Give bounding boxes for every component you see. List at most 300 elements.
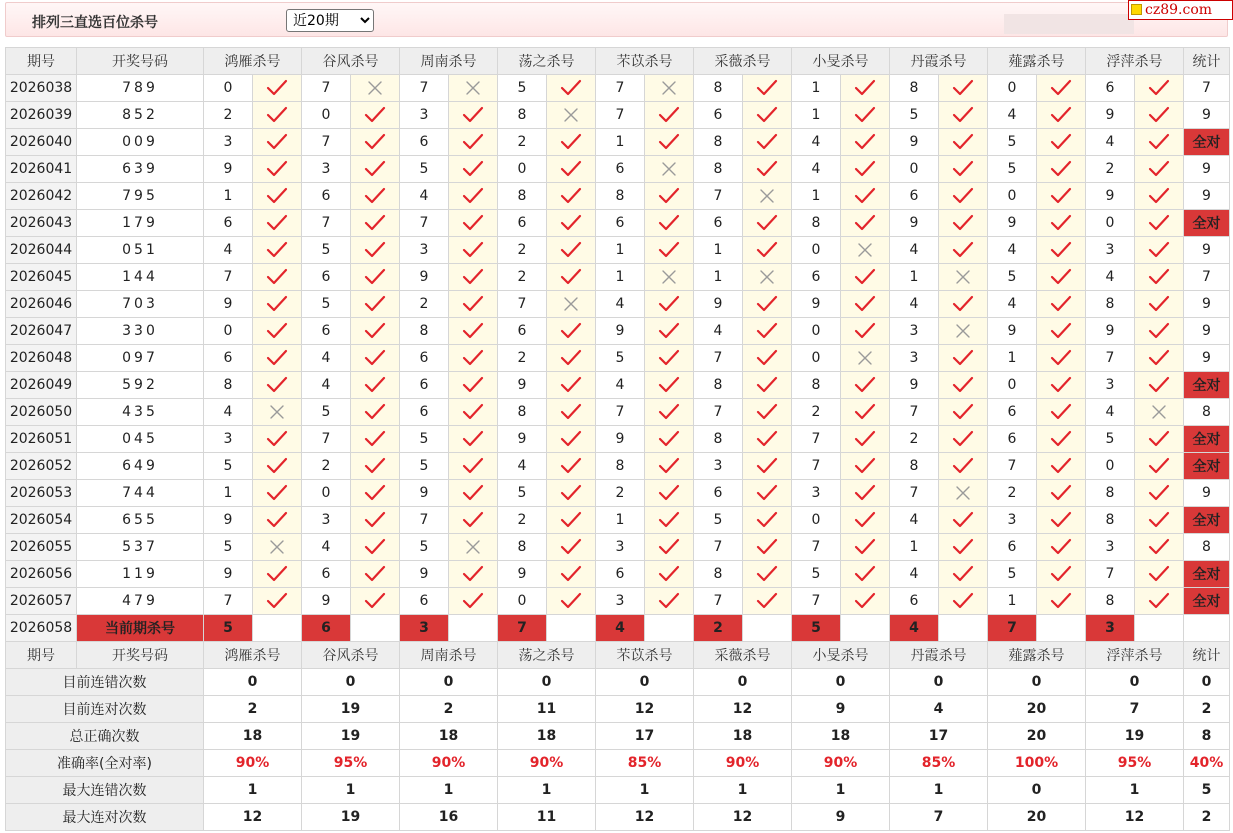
summary-value: 90% bbox=[498, 750, 596, 777]
check-icon bbox=[560, 565, 582, 583]
kill-number-cell: 9 bbox=[890, 210, 939, 237]
period-cell: 2026048 bbox=[6, 345, 77, 372]
wrong-mark-cell bbox=[351, 75, 400, 102]
stat-cell: 9 bbox=[1184, 291, 1230, 318]
summary-value: 1 bbox=[400, 777, 498, 804]
stat-cell: 9 bbox=[1184, 102, 1230, 129]
check-icon bbox=[658, 376, 680, 394]
check-icon bbox=[854, 457, 876, 475]
kill-number-cell: 5 bbox=[498, 480, 547, 507]
check-icon bbox=[364, 430, 386, 448]
check-icon bbox=[266, 457, 288, 475]
kill-number-cell: 9 bbox=[596, 318, 645, 345]
summary-value: 85% bbox=[890, 750, 988, 777]
check-icon bbox=[560, 349, 582, 367]
kill-number-cell: 4 bbox=[890, 237, 939, 264]
correct-mark-cell bbox=[1037, 75, 1086, 102]
current-kill-blank bbox=[351, 615, 400, 642]
correct-mark-cell bbox=[351, 426, 400, 453]
check-icon bbox=[462, 403, 484, 421]
check-icon bbox=[1148, 430, 1170, 448]
correct-mark-cell bbox=[939, 291, 988, 318]
check-icon bbox=[364, 376, 386, 394]
kill-number-cell: 9 bbox=[890, 129, 939, 156]
check-icon bbox=[266, 376, 288, 394]
correct-mark-cell bbox=[939, 183, 988, 210]
check-icon bbox=[952, 511, 974, 529]
kill-number-cell: 3 bbox=[400, 237, 449, 264]
check-icon bbox=[1050, 187, 1072, 205]
all-correct-badge: 全对 bbox=[1184, 210, 1230, 237]
kill-number-cell: 7 bbox=[792, 588, 841, 615]
correct-mark-cell bbox=[841, 264, 890, 291]
check-icon bbox=[462, 457, 484, 475]
check-icon bbox=[1050, 349, 1072, 367]
kill-number-cell: 1 bbox=[694, 237, 743, 264]
kill-number-cell: 8 bbox=[890, 75, 939, 102]
summary-value: 0 bbox=[302, 669, 400, 696]
correct-mark-cell bbox=[351, 264, 400, 291]
correct-mark-cell bbox=[1135, 102, 1184, 129]
correct-mark-cell bbox=[351, 318, 400, 345]
kill-number-cell: 0 bbox=[890, 156, 939, 183]
check-icon bbox=[560, 322, 582, 340]
check-icon bbox=[462, 133, 484, 151]
correct-mark-cell bbox=[743, 399, 792, 426]
correct-mark-cell bbox=[449, 588, 498, 615]
table-row bbox=[6, 534, 1230, 561]
check-icon bbox=[854, 295, 876, 313]
correct-mark-cell bbox=[1037, 480, 1086, 507]
cross-icon bbox=[562, 106, 580, 124]
kill-number-cell: 5 bbox=[204, 453, 253, 480]
correct-mark-cell bbox=[253, 507, 302, 534]
kill-number-cell: 6 bbox=[400, 129, 449, 156]
check-icon bbox=[266, 430, 288, 448]
kill-number-cell: 3 bbox=[1086, 534, 1135, 561]
table-row bbox=[6, 129, 1230, 156]
header-winning-number: 开奖号码 bbox=[77, 642, 204, 669]
kill-number-cell: 6 bbox=[596, 210, 645, 237]
period-cell: 2026052 bbox=[6, 453, 77, 480]
summary-value: 18 bbox=[204, 723, 302, 750]
kill-number-cell: 4 bbox=[988, 102, 1037, 129]
current-period-cell: 2026058 bbox=[6, 615, 77, 642]
check-icon bbox=[952, 133, 974, 151]
winning-number-cell: 639 bbox=[77, 156, 204, 183]
table-row bbox=[6, 210, 1230, 237]
check-icon bbox=[756, 403, 778, 421]
header-expert: 芣苡杀号 bbox=[596, 642, 694, 669]
correct-mark-cell bbox=[449, 264, 498, 291]
correct-mark-cell bbox=[645, 534, 694, 561]
check-icon bbox=[364, 322, 386, 340]
correct-mark-cell bbox=[939, 345, 988, 372]
kill-number-cell: 8 bbox=[694, 156, 743, 183]
header-expert: 谷风杀号 bbox=[302, 48, 400, 75]
summary-value: 18 bbox=[694, 723, 792, 750]
check-icon bbox=[658, 511, 680, 529]
correct-mark-cell bbox=[841, 102, 890, 129]
kill-number-cell: 8 bbox=[890, 453, 939, 480]
table-row bbox=[6, 156, 1230, 183]
period-cell: 2026043 bbox=[6, 210, 77, 237]
kill-number-cell: 4 bbox=[596, 372, 645, 399]
kill-number-cell: 2 bbox=[498, 129, 547, 156]
kill-number-cell: 4 bbox=[694, 318, 743, 345]
kill-number-cell: 6 bbox=[498, 318, 547, 345]
check-icon bbox=[1050, 511, 1072, 529]
summary-value: 0 bbox=[988, 669, 1086, 696]
check-icon bbox=[364, 133, 386, 151]
correct-mark-cell bbox=[1135, 183, 1184, 210]
header-expert: 小旻杀号 bbox=[792, 642, 890, 669]
kill-number-cell: 2 bbox=[498, 507, 547, 534]
correct-mark-cell bbox=[449, 156, 498, 183]
summary-row bbox=[6, 696, 1230, 723]
kill-number-cell: 4 bbox=[204, 237, 253, 264]
check-icon bbox=[1050, 403, 1072, 421]
summary-value: 0 bbox=[204, 669, 302, 696]
table-row bbox=[6, 318, 1230, 345]
check-icon bbox=[560, 268, 582, 286]
check-icon bbox=[266, 268, 288, 286]
header-expert: 小旻杀号 bbox=[792, 48, 890, 75]
summary-stat: 8 bbox=[1184, 723, 1230, 750]
kill-number-cell: 7 bbox=[302, 75, 351, 102]
correct-mark-cell bbox=[449, 453, 498, 480]
check-icon bbox=[854, 133, 876, 151]
check-icon bbox=[1050, 133, 1072, 151]
table-row bbox=[6, 291, 1230, 318]
kill-number-cell: 7 bbox=[596, 75, 645, 102]
check-icon bbox=[756, 160, 778, 178]
kill-number-cell: 6 bbox=[204, 210, 253, 237]
check-icon bbox=[364, 565, 386, 583]
correct-mark-cell bbox=[645, 237, 694, 264]
all-correct-badge: 全对 bbox=[1184, 372, 1230, 399]
kill-number-cell: 6 bbox=[694, 210, 743, 237]
kill-number-cell: 3 bbox=[694, 453, 743, 480]
site-badge-text: cz89.com bbox=[1145, 2, 1213, 18]
summary-value: 19 bbox=[302, 723, 400, 750]
correct-mark-cell bbox=[841, 426, 890, 453]
table-row bbox=[6, 75, 1230, 102]
summary-value: 2 bbox=[400, 696, 498, 723]
kill-number-cell: 6 bbox=[1086, 75, 1135, 102]
winning-number-cell: 435 bbox=[77, 399, 204, 426]
check-icon bbox=[1148, 295, 1170, 313]
summary-value: 0 bbox=[400, 669, 498, 696]
check-icon bbox=[560, 592, 582, 610]
check-icon bbox=[364, 511, 386, 529]
kill-number-cell: 5 bbox=[302, 399, 351, 426]
correct-mark-cell bbox=[645, 210, 694, 237]
summary-value: 9 bbox=[792, 804, 890, 831]
kill-number-cell: 3 bbox=[204, 426, 253, 453]
summary-value: 1 bbox=[498, 777, 596, 804]
correct-mark-cell bbox=[645, 345, 694, 372]
correct-mark-cell bbox=[1037, 237, 1086, 264]
kill-number-cell: 7 bbox=[792, 453, 841, 480]
correct-mark-cell bbox=[743, 291, 792, 318]
check-icon bbox=[854, 322, 876, 340]
kill-number-cell: 9 bbox=[400, 480, 449, 507]
header-expert: 浮萍杀号 bbox=[1086, 642, 1184, 669]
period-cell: 2026046 bbox=[6, 291, 77, 318]
stat-cell: 8 bbox=[1184, 399, 1230, 426]
check-icon bbox=[462, 187, 484, 205]
cross-icon bbox=[954, 322, 972, 340]
cross-icon bbox=[856, 349, 874, 367]
kill-number-cell: 9 bbox=[988, 210, 1037, 237]
kill-number-cell: 4 bbox=[302, 345, 351, 372]
header-period: 期号 bbox=[6, 642, 77, 669]
correct-mark-cell bbox=[547, 507, 596, 534]
correct-mark-cell bbox=[841, 480, 890, 507]
check-icon bbox=[1050, 538, 1072, 556]
cross-icon bbox=[464, 79, 482, 97]
header-expert: 采薇杀号 bbox=[694, 48, 792, 75]
correct-mark-cell bbox=[351, 561, 400, 588]
kill-number-cell: 6 bbox=[694, 480, 743, 507]
correct-mark-cell bbox=[253, 264, 302, 291]
summary-value: 12 bbox=[204, 804, 302, 831]
check-icon bbox=[1148, 79, 1170, 97]
check-icon bbox=[266, 592, 288, 610]
current-kill-blank bbox=[1037, 615, 1086, 642]
period-cell: 2026040 bbox=[6, 129, 77, 156]
kill-number-cell: 5 bbox=[302, 237, 351, 264]
winning-number-cell: 852 bbox=[77, 102, 204, 129]
kill-number-cell: 1 bbox=[204, 183, 253, 210]
summary-value: 1 bbox=[204, 777, 302, 804]
correct-mark-cell bbox=[1037, 372, 1086, 399]
correct-mark-cell bbox=[253, 345, 302, 372]
check-icon bbox=[952, 403, 974, 421]
correct-mark-cell bbox=[743, 129, 792, 156]
cross-icon bbox=[660, 160, 678, 178]
kill-number-table bbox=[5, 47, 1230, 831]
check-icon bbox=[1148, 349, 1170, 367]
summary-value: 90% bbox=[204, 750, 302, 777]
winning-number-cell: 119 bbox=[77, 561, 204, 588]
check-icon bbox=[266, 214, 288, 232]
correct-mark-cell bbox=[1037, 507, 1086, 534]
kill-number-cell: 0 bbox=[792, 507, 841, 534]
header-expert: 薤露杀号 bbox=[988, 48, 1086, 75]
correct-mark-cell bbox=[645, 291, 694, 318]
check-icon bbox=[1148, 214, 1170, 232]
check-icon bbox=[560, 214, 582, 232]
correct-mark-cell bbox=[547, 426, 596, 453]
kill-number-cell: 8 bbox=[792, 210, 841, 237]
correct-mark-cell bbox=[351, 237, 400, 264]
kill-number-cell: 5 bbox=[694, 507, 743, 534]
summary-label: 最大连错次数 bbox=[6, 777, 204, 804]
kill-number-cell: 4 bbox=[1086, 399, 1135, 426]
check-icon bbox=[266, 349, 288, 367]
current-kill-number: 4 bbox=[596, 615, 645, 642]
check-icon bbox=[854, 538, 876, 556]
summary-value: 17 bbox=[596, 723, 694, 750]
site-badge[interactable] bbox=[1128, 0, 1233, 20]
correct-mark-cell bbox=[939, 210, 988, 237]
correct-mark-cell bbox=[645, 129, 694, 156]
header-stat: 统计 bbox=[1184, 642, 1230, 669]
check-icon bbox=[854, 484, 876, 502]
all-correct-badge: 全对 bbox=[1184, 453, 1230, 480]
check-icon bbox=[364, 268, 386, 286]
cross-icon bbox=[1150, 403, 1168, 421]
correct-mark-cell bbox=[743, 588, 792, 615]
period-cell: 2026054 bbox=[6, 507, 77, 534]
wrong-mark-cell bbox=[547, 291, 596, 318]
correct-mark-cell bbox=[351, 129, 400, 156]
check-icon bbox=[952, 214, 974, 232]
check-icon bbox=[364, 538, 386, 556]
period-select[interactable] bbox=[286, 9, 374, 32]
wrong-mark-cell bbox=[743, 183, 792, 210]
current-kill-blank bbox=[841, 615, 890, 642]
kill-number-cell: 0 bbox=[498, 588, 547, 615]
correct-mark-cell bbox=[1135, 561, 1184, 588]
correct-mark-cell bbox=[939, 156, 988, 183]
correct-mark-cell bbox=[351, 534, 400, 561]
kill-number-cell: 8 bbox=[400, 318, 449, 345]
wrong-mark-cell bbox=[645, 264, 694, 291]
correct-mark-cell bbox=[547, 453, 596, 480]
kill-number-cell: 0 bbox=[988, 372, 1037, 399]
kill-number-cell: 4 bbox=[302, 534, 351, 561]
kill-number-cell: 7 bbox=[988, 453, 1037, 480]
correct-mark-cell bbox=[449, 480, 498, 507]
correct-mark-cell bbox=[1135, 318, 1184, 345]
correct-mark-cell bbox=[547, 372, 596, 399]
header-expert: 采薇杀号 bbox=[694, 642, 792, 669]
stat-cell: 9 bbox=[1184, 156, 1230, 183]
summary-label: 目前连错次数 bbox=[6, 669, 204, 696]
summary-value: 1 bbox=[1086, 777, 1184, 804]
check-icon bbox=[658, 241, 680, 259]
correct-mark-cell bbox=[939, 561, 988, 588]
check-icon bbox=[1050, 322, 1072, 340]
summary-stat: 2 bbox=[1184, 696, 1230, 723]
current-period-row bbox=[6, 615, 1230, 642]
check-icon bbox=[658, 214, 680, 232]
kill-number-cell: 4 bbox=[1086, 264, 1135, 291]
check-icon bbox=[266, 160, 288, 178]
current-kill-number: 7 bbox=[988, 615, 1037, 642]
period-cell: 2026050 bbox=[6, 399, 77, 426]
kill-number-cell: 2 bbox=[890, 426, 939, 453]
cross-icon bbox=[268, 538, 286, 556]
winning-number-cell: 703 bbox=[77, 291, 204, 318]
kill-number-cell: 1 bbox=[792, 102, 841, 129]
correct-mark-cell bbox=[547, 561, 596, 588]
wrong-mark-cell bbox=[449, 75, 498, 102]
check-icon bbox=[756, 376, 778, 394]
kill-number-cell: 2 bbox=[792, 399, 841, 426]
correct-mark-cell bbox=[1135, 453, 1184, 480]
correct-mark-cell bbox=[1037, 183, 1086, 210]
cross-icon bbox=[758, 268, 776, 286]
summary-value: 90% bbox=[694, 750, 792, 777]
kill-number-cell: 8 bbox=[694, 129, 743, 156]
summary-value: 20 bbox=[988, 723, 1086, 750]
stat-cell: 9 bbox=[1184, 318, 1230, 345]
summary-value: 0 bbox=[694, 669, 792, 696]
correct-mark-cell bbox=[1135, 588, 1184, 615]
kill-number-cell: 0 bbox=[1086, 453, 1135, 480]
kill-number-cell: 7 bbox=[400, 210, 449, 237]
kill-number-cell: 3 bbox=[302, 507, 351, 534]
check-icon bbox=[560, 241, 582, 259]
check-icon bbox=[1050, 160, 1072, 178]
summary-value: 18 bbox=[498, 723, 596, 750]
correct-mark-cell bbox=[1037, 210, 1086, 237]
summary-value: 1 bbox=[596, 777, 694, 804]
correct-mark-cell bbox=[1037, 561, 1086, 588]
check-icon bbox=[952, 295, 974, 313]
check-icon bbox=[658, 565, 680, 583]
kill-number-cell: 9 bbox=[792, 291, 841, 318]
cross-icon bbox=[268, 403, 286, 421]
correct-mark-cell bbox=[645, 183, 694, 210]
summary-value: 18 bbox=[400, 723, 498, 750]
current-kill-number: 2 bbox=[694, 615, 743, 642]
check-icon bbox=[658, 133, 680, 151]
kill-number-cell: 2 bbox=[596, 480, 645, 507]
check-icon bbox=[952, 349, 974, 367]
kill-number-cell: 5 bbox=[988, 561, 1037, 588]
correct-mark-cell bbox=[939, 453, 988, 480]
check-icon bbox=[266, 79, 288, 97]
header-winning-number: 开奖号码 bbox=[77, 48, 204, 75]
summary-value: 19 bbox=[302, 696, 400, 723]
check-icon bbox=[364, 403, 386, 421]
correct-mark-cell bbox=[1135, 291, 1184, 318]
kill-number-cell: 8 bbox=[1086, 588, 1135, 615]
kill-number-cell: 1 bbox=[204, 480, 253, 507]
kill-number-cell: 7 bbox=[596, 102, 645, 129]
kill-number-cell: 0 bbox=[204, 318, 253, 345]
kill-number-cell: 3 bbox=[400, 102, 449, 129]
summary-value: 20 bbox=[988, 696, 1086, 723]
period-cell: 2026053 bbox=[6, 480, 77, 507]
check-icon bbox=[364, 349, 386, 367]
correct-mark-cell bbox=[449, 129, 498, 156]
kill-number-cell: 6 bbox=[988, 426, 1037, 453]
kill-number-cell: 7 bbox=[400, 75, 449, 102]
correct-mark-cell bbox=[547, 588, 596, 615]
table-row bbox=[6, 102, 1230, 129]
stat-cell: 7 bbox=[1184, 264, 1230, 291]
check-icon bbox=[560, 79, 582, 97]
correct-mark-cell bbox=[1037, 426, 1086, 453]
correct-mark-cell bbox=[743, 534, 792, 561]
check-icon bbox=[560, 376, 582, 394]
all-correct-badge: 全对 bbox=[1184, 426, 1230, 453]
check-icon bbox=[756, 457, 778, 475]
correct-mark-cell bbox=[743, 318, 792, 345]
check-icon bbox=[658, 187, 680, 205]
kill-number-cell: 1 bbox=[596, 129, 645, 156]
check-icon bbox=[266, 133, 288, 151]
kill-number-cell: 5 bbox=[890, 102, 939, 129]
correct-mark-cell bbox=[253, 561, 302, 588]
summary-value: 9 bbox=[792, 696, 890, 723]
